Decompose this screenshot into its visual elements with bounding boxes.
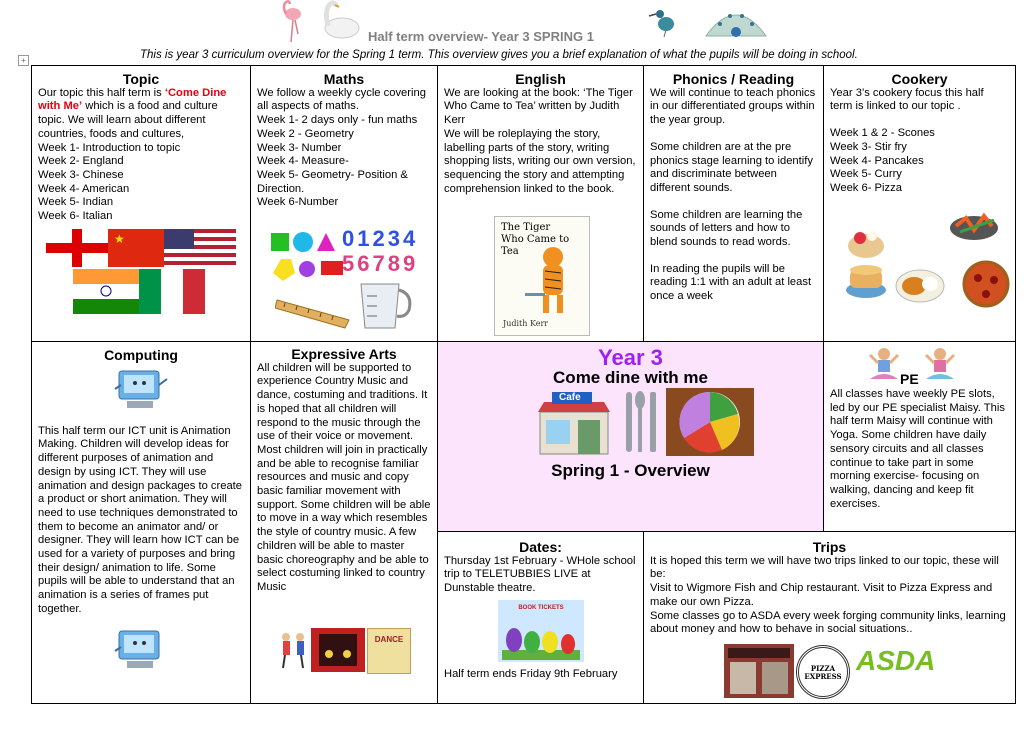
phonics-heading: Phonics / Reading bbox=[672, 71, 795, 87]
dance-banner-text: DANCE bbox=[374, 635, 404, 644]
year-label: Year 3 bbox=[598, 345, 663, 370]
english-heading: English bbox=[515, 71, 566, 87]
cookery-weeks bbox=[830, 127, 1009, 196]
curry-icon bbox=[896, 270, 944, 302]
overview-table bbox=[31, 65, 1016, 704]
dates-heading: Dates: bbox=[519, 539, 562, 555]
tiger-icon bbox=[525, 243, 581, 315]
food-images bbox=[844, 206, 1014, 312]
english-p2: We will be roleplaying the story, labelling parts of the story, writing shopping lists, writing our own version, sequencing the story and attempting comprehension linked to the book. bbox=[444, 127, 636, 195]
teletubbies-icon bbox=[502, 614, 580, 660]
topic-highlight: ‘Come Dine with Me’ bbox=[38, 86, 227, 113]
stir-fry-icon bbox=[950, 216, 998, 240]
scones-icon bbox=[848, 231, 884, 258]
poster-text: BOOK TICKETS bbox=[518, 604, 564, 611]
topic-intro-text: Our topic this half term is bbox=[38, 86, 165, 99]
list-item: Week 2- England bbox=[38, 155, 124, 168]
china-flag-icon bbox=[108, 229, 164, 267]
maths-line: Week 2 - Geometry bbox=[257, 127, 354, 140]
dancers-icon bbox=[277, 630, 309, 670]
list-item: Week 1 & 2 - Scones bbox=[830, 127, 935, 140]
phonics-p3: Some children are learning the sounds of letters and how to blend sounds to read words. bbox=[650, 208, 803, 249]
trips-cell bbox=[643, 531, 1016, 704]
teletubbies-poster bbox=[498, 600, 584, 662]
trips-p3: Some classes go to ASDA every week forging community links, learning about money and how to behave in social situations.. bbox=[650, 609, 1006, 636]
term-label: Spring 1 - Overview bbox=[551, 461, 710, 481]
cookery-cell bbox=[823, 65, 1016, 342]
english-p1: We are looking at the book: ‘The Tiger Who Came to Tea’ written by Judith Kerr bbox=[444, 86, 633, 127]
list-item: Week 5- Curry bbox=[830, 168, 902, 181]
arts-body: All children will be supported to experience Country Music and dance, costuming and traditions. It is hoped that all children will respond to the music through the use of their voice or movement. Most children will join in practically and be able to recognise familiar resources and music and copy basic familiar movement with support. Some children will be able to move in a way which resembles the style of country music. A few children will be able to master basic choreography and be able to select costuming linked to country Music bbox=[257, 361, 431, 593]
phonics-p4: In reading the pupils will be reading 1:1 with an adult at least once a week bbox=[650, 262, 812, 303]
digits-top: 01234 bbox=[342, 226, 419, 251]
theme-label: Come dine with me bbox=[553, 367, 708, 387]
computing-heading: Computing bbox=[104, 347, 178, 363]
list-item: Week 4- American bbox=[38, 182, 130, 195]
center-images bbox=[444, 388, 817, 458]
italy-flag-icon bbox=[139, 269, 205, 314]
digits-bottom: 56789 bbox=[342, 251, 419, 276]
topic-intro-text-2: which is a food and culture topic. We will learn about different countries, foods and cultures, bbox=[38, 100, 218, 140]
phonics-cell bbox=[643, 65, 824, 342]
food-plate-icon bbox=[666, 388, 754, 456]
page-subtitle: This is year 3 curriculum overview for the Spring 1 term. This overview gives you a brief explanation of what the pupils will be doing in school. bbox=[140, 49, 858, 61]
computing-cell bbox=[31, 341, 251, 704]
dance-banner bbox=[367, 628, 411, 674]
phonics-p1: We will continue to teach phonics in our differentiated groups within the year group. bbox=[650, 86, 816, 127]
arts-cell bbox=[250, 341, 438, 704]
trips-heading: Trips bbox=[812, 539, 847, 555]
swan-icon bbox=[318, 0, 362, 42]
yoga-icon bbox=[868, 347, 900, 383]
england-flag-icon bbox=[46, 229, 108, 267]
pe-body: All classes have weekly PE slots, led by our PE specialist Maisy. This half term Maisy will continue with Yoga. Some children have daily sensory circuits and all classes continue to take part in some morning exercise- focusing on walking, dancing and keep fit exercises. bbox=[830, 388, 1005, 510]
center-cell bbox=[437, 341, 824, 532]
yoga-icon bbox=[924, 347, 956, 383]
india-flag-icon bbox=[73, 269, 139, 314]
english-cell bbox=[437, 65, 644, 342]
list-item: Week 4- Pancakes bbox=[830, 154, 924, 167]
maths-cell bbox=[250, 65, 438, 342]
phonics-p2: Some children are at the pre phonics stage learning to identify and discriminate between different sounds. bbox=[650, 140, 813, 194]
maths-line: Week 1- 2 days only - fun maths bbox=[257, 114, 418, 127]
dates-p2: Half term ends Friday 9th February bbox=[444, 667, 618, 680]
maths-line: Week 5- Geometry- Position & Direction. bbox=[257, 168, 408, 195]
topic-intro bbox=[38, 87, 244, 142]
measuring-jug-icon bbox=[355, 280, 417, 332]
list-item: Week 3- Chinese bbox=[38, 168, 124, 181]
cookery-heading: Cookery bbox=[891, 71, 948, 87]
trips-p1: It is hoped this term we will have two trips linked to our topic, these will be: bbox=[650, 554, 999, 581]
topic-heading: Topic bbox=[122, 71, 160, 87]
book-author: Judith Kerr bbox=[503, 319, 549, 329]
arts-heading: Expressive Arts bbox=[291, 346, 397, 362]
page-header bbox=[0, 0, 1033, 48]
country-flags-image bbox=[46, 229, 238, 315]
usa-flag-icon bbox=[164, 229, 236, 267]
maths-line: We follow a weekly cycle covering all aspects of maths. bbox=[257, 86, 426, 113]
list-item: Week 6- Pizza bbox=[830, 181, 902, 194]
book-title: The Tiger Who Came to Tea bbox=[501, 222, 570, 257]
stage-icon bbox=[311, 628, 365, 672]
list-item: Week 5- Indian bbox=[38, 196, 114, 209]
pizza-icon bbox=[964, 262, 1008, 306]
maths-heading: Maths bbox=[323, 71, 365, 87]
cookery-intro: Year 3’s cookery focus this half term is linked to our topic . bbox=[830, 86, 984, 113]
page-title: Half term overview- Year 3 SPRING 1 bbox=[368, 29, 594, 44]
fish-and-chip-shop-icon bbox=[724, 644, 794, 698]
computing-body: This half term our ICT unit is Animation Making. Children will develop ideas for different purposes of animation and design by using ICT. They will use animation and design packages to create a product or short animation. They will need to use techniques demonstrated to them to become an animator and/ or designer. They will learn how ICT can be used for a variety of purposes and bring their design/ animation to life. Some pupils will be able to understand that an animation is a series of frames put together. bbox=[38, 424, 242, 615]
list-item: Week 6- Italian bbox=[38, 210, 113, 223]
trips-p2: Visit to Wigmore Fish and Chip restaurant. Visit to Pizza Express and make our own Pizza. bbox=[650, 582, 993, 608]
pe-heading: PE bbox=[900, 371, 919, 387]
pancakes-icon bbox=[846, 265, 886, 298]
maths-line: Week 3- Number bbox=[257, 141, 342, 154]
svg-text:★: ★ bbox=[114, 232, 125, 246]
pizza-express-logo bbox=[796, 645, 850, 699]
ruler-icon bbox=[275, 294, 355, 330]
cafe-sign: Cafe bbox=[559, 392, 581, 404]
dates-cell bbox=[437, 531, 644, 704]
computer-icon bbox=[113, 629, 169, 671]
heron-icon bbox=[648, 4, 684, 38]
list-item: Week 3- Stir fry bbox=[830, 140, 907, 153]
pe-cell bbox=[823, 341, 1016, 532]
dates-p1: Thursday 1st February - WHole school trip to TELETUBBIES LIVE at Dunstable theatre. bbox=[444, 554, 636, 595]
book-cover-image bbox=[494, 216, 590, 336]
table-move-handle-icon[interactable]: + bbox=[18, 55, 29, 66]
list-item: Week 1- Introduction to topic bbox=[38, 141, 181, 154]
flamingo-icon bbox=[278, 0, 306, 44]
maths-line: Week 6-Number bbox=[257, 196, 339, 209]
pizza-express-text: PIZZA EXPRESS bbox=[804, 664, 842, 681]
asda-logo: ASDA bbox=[856, 645, 936, 676]
maths-line: Week 4- Measure- bbox=[257, 155, 349, 168]
cutlery-icon bbox=[620, 388, 660, 456]
topic-cell bbox=[31, 65, 251, 342]
computer-icon bbox=[113, 369, 169, 411]
peacock-icon bbox=[704, 4, 768, 38]
topic-weeks bbox=[38, 142, 244, 224]
